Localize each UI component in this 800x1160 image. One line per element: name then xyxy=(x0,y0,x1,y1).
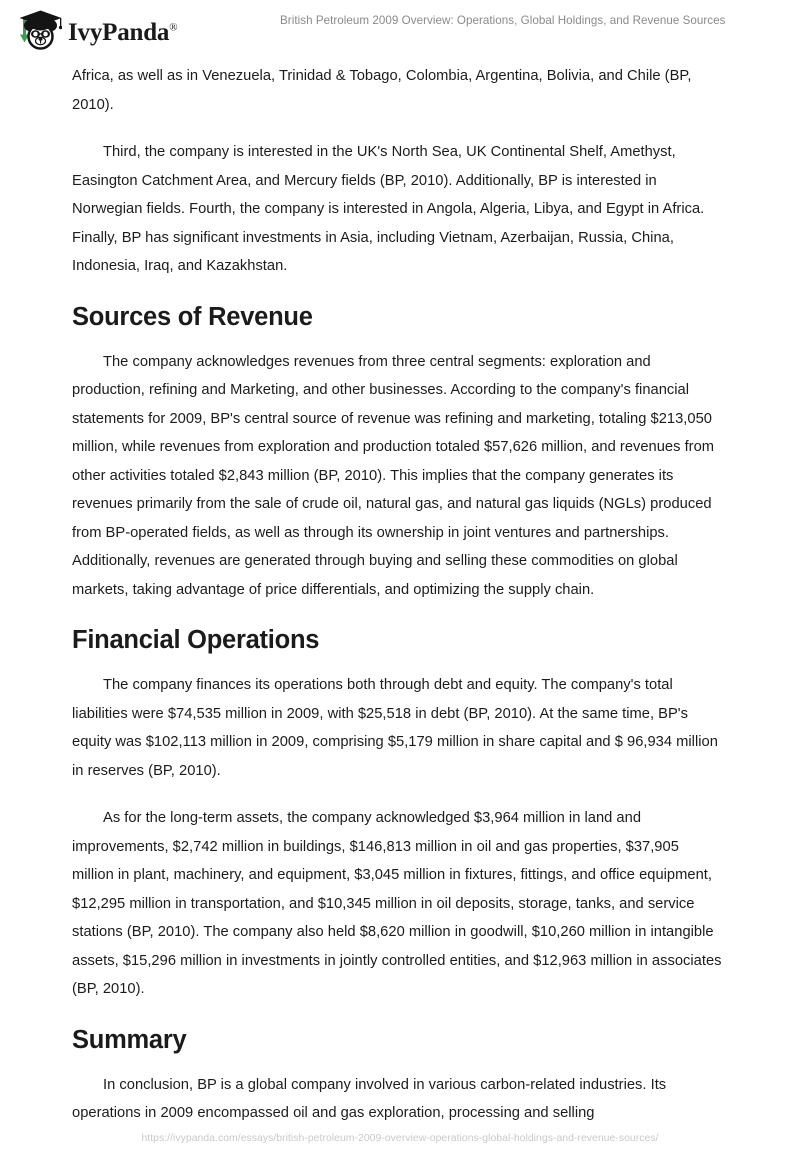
document-body xyxy=(72,62,724,1147)
section-heading: Summary xyxy=(72,1025,187,1054)
body-paragraph: Africa, as well as in Venezuela, Trinidad & Tobago, Colombia, Argentina, Bolivia, and Chile (BP, 2010). xyxy=(72,68,692,113)
page-footer xyxy=(0,1128,800,1146)
section-heading: Financial Operations xyxy=(72,626,320,654)
body-paragraph: Third, the company is interested in the UK's North Sea, UK Continental Shelf, Amethyst, Easington Catchment Area, and Mercury fields (BP, 2010). Additionally, BP is interested in Norwegian fields. Fourth, the company is interested in Angola, Algeria, Libya, and Egypt in Africa. Finally, BP has significant investments in Asia, including Vietnam, Azerbaijan, Russia, China, Indonesia, Iraq, and Kazakhstan. xyxy=(72,144,705,274)
page-header xyxy=(0,0,800,58)
brand-name-text: IvyPanda xyxy=(68,18,170,46)
registered-trademark-mark: ® xyxy=(169,21,178,34)
body-paragraph: The company acknowledges revenues from three central segments: exploration and production, refining and Marketing, and other businesses. According to the company's financial statements for 2009, BP's central source of revenue was refining and marketing, totaling $213,050 million, while revenues from exploration and production totaled $57,626 million, and revenues from other activities totaled $2,843 million (BP, 2010). This implies that the company generates its revenues primarily from the sale of crude oil, natural gas, and natural gas liquids (NGLs) produced from BP-operated fields, as well as through its ownership in joint ventures and partnerships. Additionally, revenues are generated through buying and selling these commodities on global markets, taking advantage of price differentials, and optimizing the supply chain. xyxy=(72,353,715,598)
body-paragraph: In conclusion, BP is a global company involved in various carbon-related industries. Its operations in 2009 encompassed oil and gas exploration, processing and selling xyxy=(72,1076,667,1121)
source-url-link[interactable]: https://ivypanda.com/essays/british-petroleum-2009-overview-operations-global-holdings-and-revenue-sources/ xyxy=(141,1133,659,1144)
panda-graduate-logo-icon xyxy=(16,9,62,53)
brand-name xyxy=(68,20,177,45)
body-paragraph: The company finances its operations both through debt and equity. The company's total liabilities were $74,535 million in 2009, with $25,518 in debt (BP, 2010). At the same time, BP's equity was $102,113 million in 2009, comprising $5,179 million in share capital and $ 96,934 million in reserves (BP, 2010). xyxy=(72,677,718,779)
brand-logo[interactable] xyxy=(16,9,177,53)
section-heading: Sources of Revenue xyxy=(72,302,313,331)
body-paragraph: As for the long-term assets, the company acknowledged $3,964 million in land and improvements, $2,742 million in buildings, $146,813 million in oil and gas properties, $37,905 million in plant, machinery, and equipment, $3,045 million in fixtures, fittings, and office equipment, $12,295 million in transportation, and $10,345 million in oil deposits, storage, tanks, and service stations (BP, 2010). The company also held $8,620 million in goodwill, $10,260 million in intangible assets, $15,296 million in investments in jointly controlled entities, and $12,963 million in associates (BP, 2010). xyxy=(72,810,722,997)
document-title: British Petroleum 2009 Overview: Operations, Global Holdings, and Revenue Sources xyxy=(280,14,726,27)
